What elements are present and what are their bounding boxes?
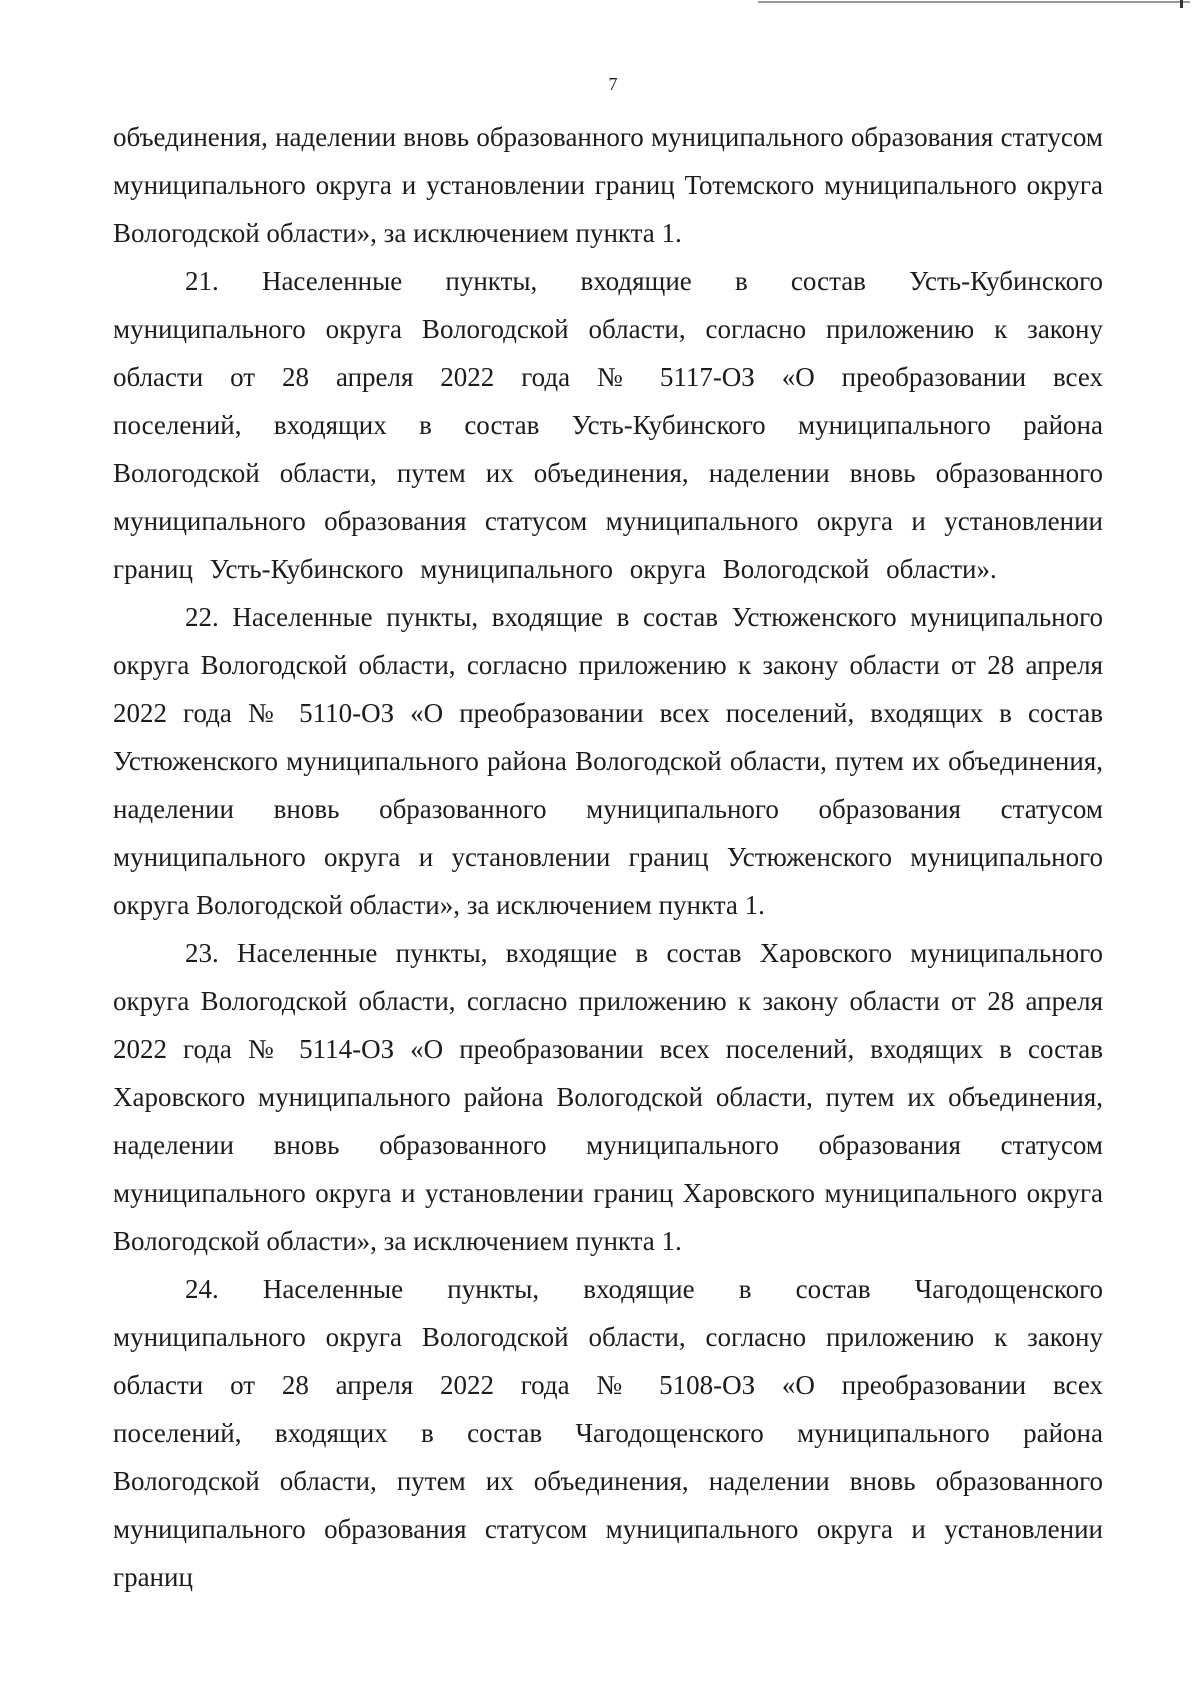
- page-number: 7: [608, 74, 618, 94]
- paragraph-continuation: объединения, наделении вновь образованного муниципального образования статусом муниципального округа и установлении границ Тотемского муниципального округа Вологодской области», за исключением пункта 1.: [113, 122, 1103, 248]
- document-body: [113, 113, 1103, 1601]
- paragraph-item-21: 21. Населенные пункты, входящие в состав Усть-Кубинского муниципального округа Вологодской области, согласно приложению к закону области от 28 апреля 2022 года № 5117-ОЗ «О преобразовании всех поселений, входящих в состав Усть-Кубинского муниципального района Вологодской области, путем их объединения, наделении вновь образованного муниципального образования статусом муниципального округа и установлении границ Усть-Кубинского муниципального округа Вологодской области».: [113, 266, 1103, 584]
- scan-edge-line: [758, 1, 1190, 3]
- paragraph-item-22: 22. Населенные пункты, входящие в состав Устюженского муниципального округа Вологодской области, согласно приложению к закону области от 28 апреля 2022 года № 5110-ОЗ «О преобразовании всех поселений, входящих в состав Устюженского муниципального района Вологодской области, путем их объединения, наделении вновь образованного муниципального образования статусом муниципального округа и установлении границ Устюженского муниципального округа Вологодской области», за исключением пункта 1.: [113, 602, 1103, 920]
- paragraph-item-23: 23. Населенные пункты, входящие в состав Харовского муниципального округа Вологодской области, согласно приложению к закону области от 28 апреля 2022 года № 5114-ОЗ «О преобразовании всех поселений, входящих в состав Харовского муниципального района Вологодской области, путем их объединения, наделении вновь образованного муниципального образования статусом муниципального округа и установлении границ Харовского муниципального округа Вологодской области», за исключением пункта 1.: [113, 938, 1103, 1256]
- scan-edge-mark: [1180, 0, 1183, 8]
- paragraph-item-24: 24. Населенные пункты, входящие в состав Чагодощенского муниципального округа Вологодской области, согласно приложению к закону области от 28 апреля 2022 года № 5108-ОЗ «О преобразовании всех поселений, входящих в состав Чагодощенского муниципального района Вологодской области, путем их объединения, наделении вновь образованного муниципального образования статусом муниципального округа и установлении границ: [113, 1274, 1103, 1592]
